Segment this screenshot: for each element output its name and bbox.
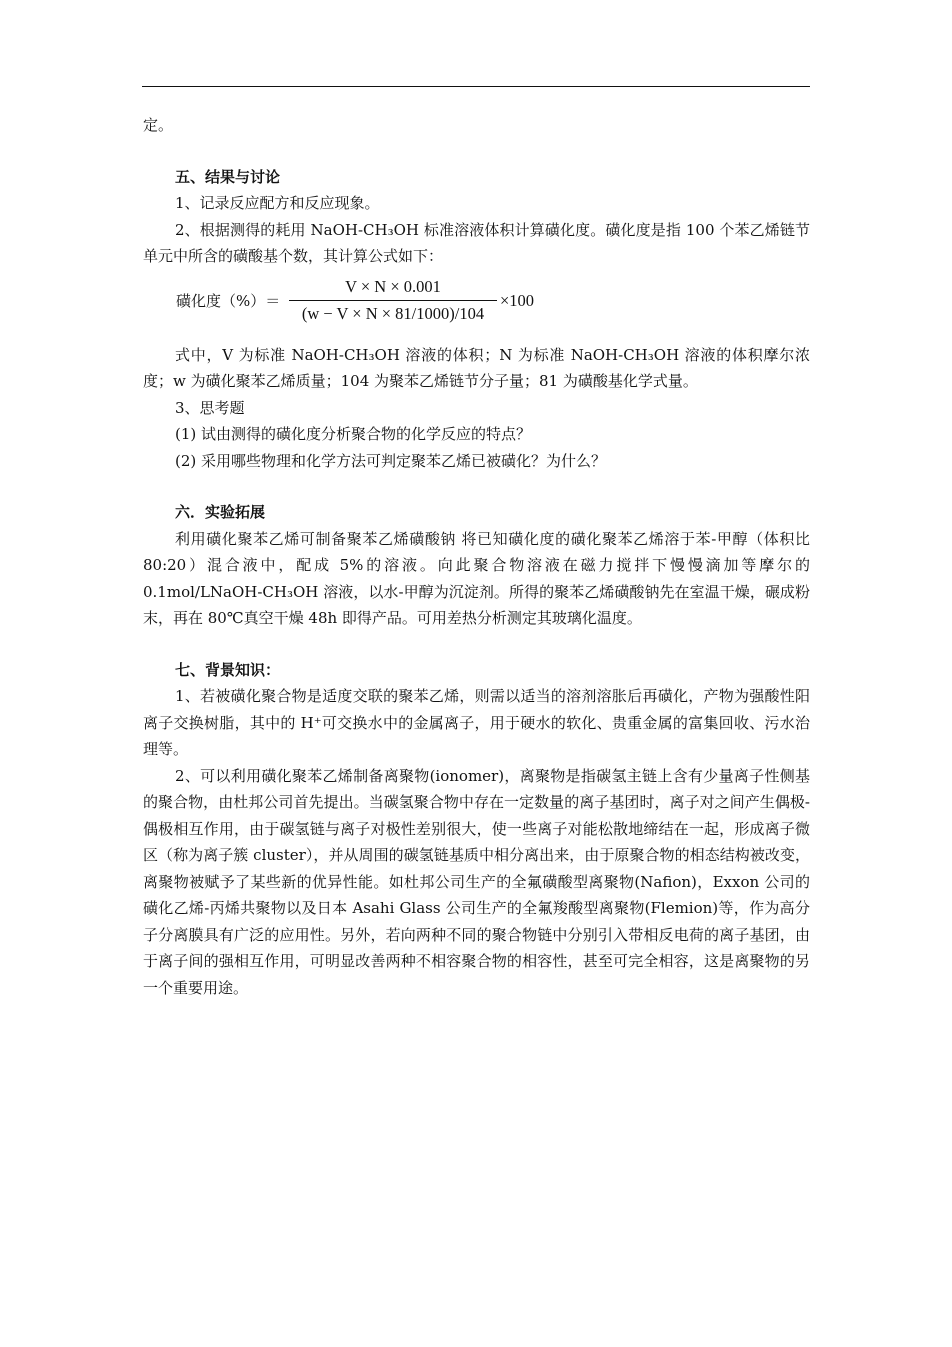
formula-label: 磺化度（%）＝: [176, 291, 281, 310]
section-5-item-3: 3、思考题: [175, 398, 245, 417]
section-6-heading: 六．实验拓展: [175, 503, 266, 521]
section-7-heading: 七、背景知识：: [175, 660, 281, 679]
formula-numerator: V × N × 0.001: [345, 276, 441, 296]
header-rule: [142, 86, 810, 87]
question-1: (1) 试由测得的磺化度分析聚合物的化学反应的特点？: [175, 425, 532, 443]
section-7-paragraph-2: 2、可以利用磺化聚苯乙烯制备离聚物(ionomer)，离聚物是指碳氢主链上含有少量离子性侧基的聚合物，由杜邦公司首先提出。当碳氢聚合物中存在一定数量的离子基团时，离子对之间产生偶极-偶极相互作用，由于碳氢链与离子对极性差别很大，使一些离子对能松散地缔结在一起，形成离子微区（称为离子簇 cluster），并从周围的碳氢链基质中相分离出来，由于原聚合物的相态结构被改变，离聚物被赋予了某些新的优异性能。如杜邦公司生产的全氟磺酸型离聚物(Nafion)，Exxon 公司的磺化乙烯-丙烯共聚物以及日本 Asahi Glass 公司生产的全氟羧酸型离聚物(Flemion)等，作为高分子分离膜具有广泛的应用性。另外，若向两种不同的聚合物链中分别引入带相反电荷的离子基团，由于离子间的强相互作用，可明显改善两种不相容聚合物的相容性，甚至可完全相容，这是离聚物的另一个重要用途。: [143, 766, 810, 997]
formula-fraction: [287, 274, 499, 327]
formula-multiplier: ×100: [500, 290, 535, 310]
sulfonation-formula: [143, 274, 810, 332]
continuation-line: 定。: [143, 116, 174, 134]
formula-denominator: (w − V × N × 81/1000)/104: [301, 303, 485, 323]
section-5-heading: 五、结果与讨论: [175, 167, 281, 186]
question-2: (2) 采用哪些物理和化学方法可判定聚苯乙烯已被磺化？为什么？: [175, 451, 607, 470]
section-6-paragraph: 利用磺化聚苯乙烯可制备聚苯乙烯磺酸钠 将已知磺化度的磺化聚苯乙烯溶于苯-甲醇（体积比 80:20）混合液中，配成 5%的溶液。向此聚合物溶液在磁力搅拌下慢慢滴加等摩尔的 0.1mol/LNaOH-CH₃OH 溶液，以水-甲醇为沉淀剂。所得的聚苯乙烯磺酸钠先在室温干燥，碾成粉末，再在 80℃真空干燥 48h 即得产品。可用差热分析测定其玻璃化温度。: [143, 529, 810, 627]
formula-explanation: 式中，V 为标准 NaOH-CH₃OH 溶液的体积；N 为标准 NaOH-CH₃OH 溶液的体积摩尔浓度；w 为磺化聚苯乙烯质量；104 为聚苯乙烯链节分子量；81 为磺酸基化学式量。: [143, 345, 810, 390]
section-5-item-2: 2、根据测得的耗用 NaOH-CH₃OH 标准溶液体积计算磺化度。磺化度是指 100 个苯乙烯链节单元中所含的磺酸基个数，其计算公式如下：: [143, 220, 810, 265]
section-5-item-1: 1、记录反应配方和反应现象。: [175, 194, 380, 212]
section-7-paragraph-1: 1、若被磺化聚合物是适度交联的聚苯乙烯，则需以适当的溶剂溶胀后再磺化，产物为强酸性阳离子交换树脂，其中的 H⁺可交换水中的金属离子，用于硬水的软化、贵重金属的富集回收、污水治理等。: [143, 687, 810, 758]
document-body: [143, 112, 810, 1001]
